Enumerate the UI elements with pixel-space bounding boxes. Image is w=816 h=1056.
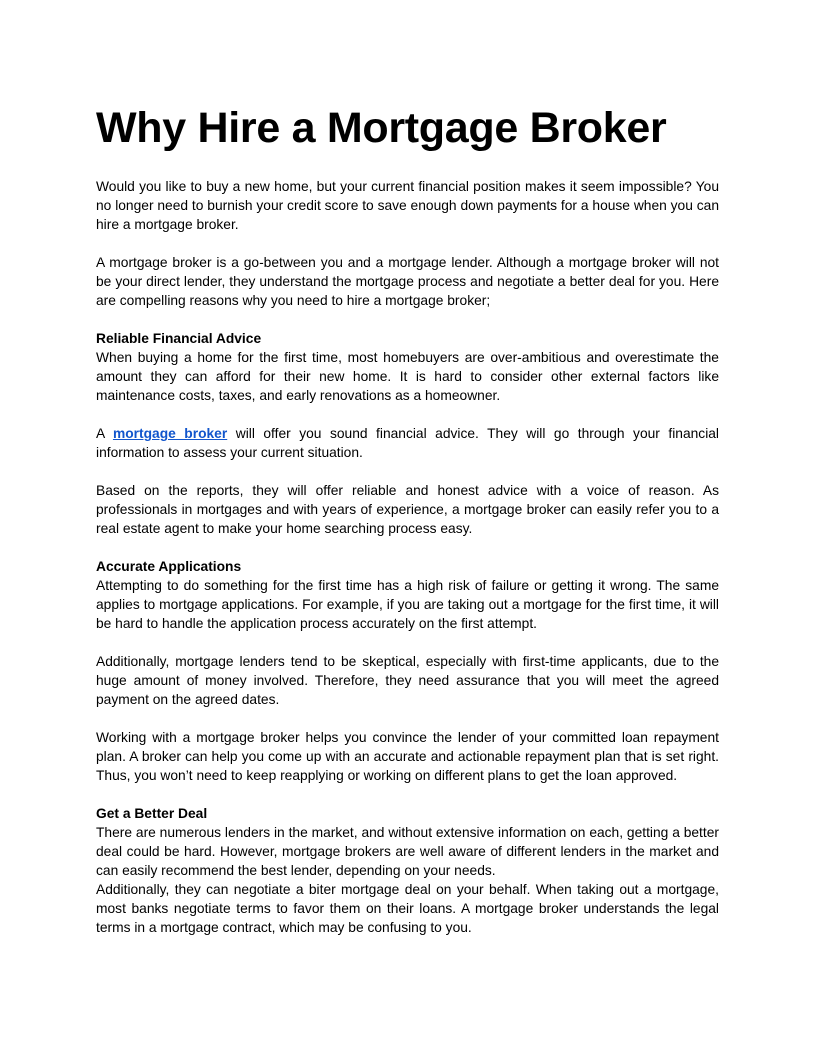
paragraph-spacer (96, 234, 719, 253)
section3-paragraph-1: There are numerous lenders in the market, and without extensive information on each, getting a better deal could be hard. However, mortgage brokers are well aware of different lenders in the market and can easily recommend the best lender, depending on your needs. (96, 825, 719, 878)
document-page (96, 100, 719, 937)
section1-paragraph-3: Based on the reports, they will offer reliable and honest advice with a voice of reason. As professionals in mortgages and with years of experience, a mortgage broker can easily refer you to a real estate agent to make your home searching process easy. (96, 483, 719, 536)
paragraph-spacer (96, 405, 719, 424)
section1-paragraph-2 (96, 424, 719, 462)
section2-paragraph-1: Attempting to do something for the first time has a high risk of failure or getting it wrong. The same applies to mortgage applications. For example, if you are taking out a mortgage for the first time, it will be hard to handle the application process accurately on the first attempt. (96, 578, 719, 631)
paragraph-spacer (96, 785, 719, 804)
paragraph-spacer (96, 538, 719, 557)
paragraph-spacer (96, 462, 719, 481)
page-title: Why Hire a Mortgage Broker (96, 104, 667, 152)
section-heading-accurate-applications: Accurate Applications (96, 559, 242, 574)
paragraph-spacer (96, 310, 719, 329)
section-heading-better-deal: Get a Better Deal (96, 806, 208, 821)
paragraph-spacer (96, 709, 719, 728)
section1-p2-prefix: A (96, 426, 113, 441)
section2-paragraph-3: Working with a mortgage broker helps you convince the lender of your committed loan repayment plan. A broker can help you come up with an accurate and actionable repayment plan that is set right. Thus, you won’t need to keep reapplying or working on different plans to get the loan approved. (96, 730, 719, 783)
paragraph-spacer (96, 633, 719, 652)
intro-paragraph-2: A mortgage broker is a go-between you and a mortgage lender. Although a mortgage broker will not be your direct lender, they understand the mortgage process and negotiate a better deal for you. Here are compelling reasons why you need to hire a mortgage broker; (96, 255, 719, 308)
section3-paragraph-2: Additionally, they can negotiate a biter mortgage deal on your behalf. When taking out a mortgage, most banks negotiate terms to favor them on their loans. A mortgage broker understands the legal terms in a mortgage contract, which may be confusing to you. (96, 882, 719, 935)
section2-paragraph-2: Additionally, mortgage lenders tend to be skeptical, especially with first-time applicants, due to the huge amount of money involved. Therefore, they need assurance that you will meet the agreed payment on the agreed dates. (96, 654, 719, 707)
section1-p2-suffix: will offer you sound financial advice. They will go through your financial information to assess your current situation. (96, 426, 719, 460)
section1-paragraph-1: When buying a home for the first time, most homebuyers are over-ambitious and overestimate the amount they can afford for their new home. It is hard to consider other external factors like maintenance costs, taxes, and early renovations as a homeowner. (96, 350, 719, 403)
mortgage-broker-link[interactable]: mortgage broker (112, 426, 228, 441)
section-heading-reliable-advice: Reliable Financial Advice (96, 331, 262, 346)
intro-paragraph-1: Would you like to buy a new home, but your current financial position makes it seem impossible? You no longer need to burnish your credit score to save enough down payments for a house when you can hire a mortgage broker. (96, 179, 719, 232)
